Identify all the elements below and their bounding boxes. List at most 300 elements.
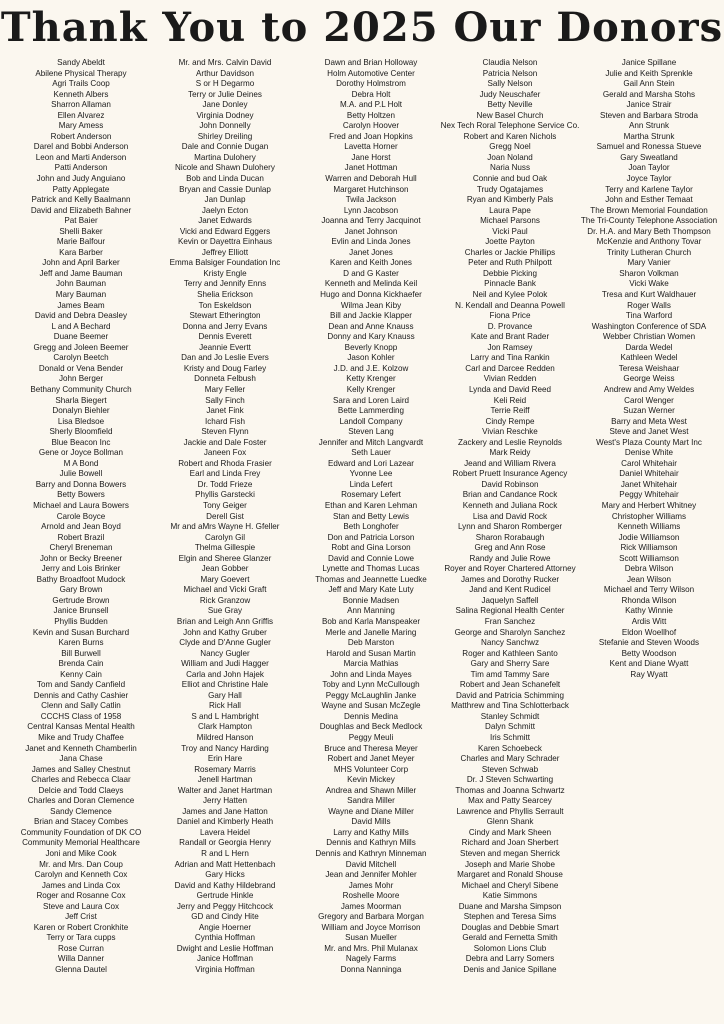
donor-name: Jan Dunlap	[204, 195, 246, 205]
donor-column-1	[8, 58, 154, 976]
donor-name: Brian and Candance Rock	[462, 490, 558, 500]
donor-name: David and Kathy Hildebrand	[174, 880, 276, 890]
donor-name: Derell Gist	[206, 511, 244, 521]
donor-name: Donny and Kary Knauss	[327, 332, 415, 342]
donor-name: Carolyn and Kenneth Cox	[34, 870, 128, 880]
donor-name: Jeand and William Rivera	[464, 458, 556, 468]
donor-name: Terry and Karlene Taylor	[605, 184, 693, 194]
donor-name: Kate and Brant Rader	[470, 332, 550, 342]
donor-name: Virginia Hoffman	[195, 965, 255, 975]
donor-name: Dr. H.A. and Mary Beth Thompson	[587, 226, 711, 236]
donor-name: West's Plaza County Mart Inc	[596, 437, 702, 447]
donor-name: Royer and Royer Chartered Attorney	[444, 564, 576, 574]
donor-name: Stefanie and Steven Woods	[598, 638, 700, 648]
donor-name: John and April Barker	[42, 258, 120, 268]
donor-name: Mike and Trudy Chaffee	[38, 733, 124, 742]
donor-name: Denis and Janice Spillane	[463, 965, 557, 975]
donor-name: Mildred Hanson	[196, 733, 254, 742]
donor-name: Keli Reid	[493, 395, 527, 405]
donor-name: Brenda Cain	[58, 659, 104, 669]
donor-name: Betty Woodson	[621, 648, 677, 658]
donor-name: Dennis and Cathy Cashier	[33, 690, 129, 700]
donor-name: Kristy and Doug Farley	[183, 363, 267, 373]
donor-name: Arnold and Jean Boyd	[41, 522, 121, 532]
donor-name: Nicole and Shawn Dulohery	[175, 163, 275, 173]
donor-name: Randall or Georgia Henry	[179, 838, 271, 848]
donor-column-4	[437, 58, 583, 976]
donor-name: Donald or Vena Bender	[38, 363, 124, 373]
donor-name: Daniel and Kimberly Heath	[176, 817, 274, 827]
donor-name: Community Foundation of DK CO	[20, 827, 142, 837]
donor-name: Sherly Bloomfield	[49, 427, 113, 437]
donor-name: Thomas and Jeannette Luedke	[315, 574, 427, 584]
donor-name: Patrick and Kelly Baalmann	[31, 195, 131, 205]
donor-name: Washington Conference of SDA	[591, 321, 707, 331]
donor-name: Bill Burwell	[61, 648, 101, 658]
donor-name: Jeff and Mary Kate Luty	[328, 585, 414, 595]
donor-name: R and L Hern	[201, 849, 249, 859]
donor-name: Janeen Fox	[203, 448, 247, 458]
donor-name: James and Salley Chestnut	[31, 764, 131, 774]
donor-name: Gertrude Hinkle	[196, 891, 254, 901]
donor-name: Seth Lauer	[351, 448, 391, 458]
donor-name: Jand and Kent Rudicel	[469, 585, 551, 595]
donor-name: Donalyn Biehler	[52, 406, 110, 416]
donor-name: Elliot and Christine Hale	[181, 680, 269, 690]
donor-name: Virginia Dodney	[196, 110, 254, 120]
donor-name: Yvonne Lee	[349, 469, 393, 479]
donor-name: George Weiss	[623, 374, 675, 384]
donor-name: Community Memorial Healthcare	[22, 838, 140, 848]
donor-name: Janice Strair	[626, 100, 672, 110]
donor-name: Judy Neuschafer	[479, 89, 541, 99]
donor-name: Twila Jackson	[345, 195, 397, 205]
donor-name: Merle and Janelle Maring	[325, 627, 417, 637]
donor-name: Gene or Joyce Bollman	[38, 448, 124, 458]
donor-name: Suzan Werner	[623, 406, 675, 416]
donor-name: Bruce and Theresa Meyer	[324, 743, 418, 753]
donor-name: Glenn Shank	[486, 817, 534, 827]
donor-name: John Berger	[58, 374, 104, 384]
donor-name: Lynette and Thomas Lucas	[322, 564, 420, 574]
donor-name: Donneta Felbush	[194, 374, 256, 384]
donor-name: James Moorman	[340, 901, 402, 911]
donor-name: Janet Whitehair	[620, 479, 678, 489]
donor-name: Zackery and Leslie Reynolds	[458, 437, 562, 447]
donor-name: Ethan and Karen Lehman	[324, 500, 418, 510]
donor-name: Betty Neville	[487, 100, 533, 110]
donor-name: Bryan and Cassie Dunlap	[179, 184, 271, 194]
donor-name: Abilene Physical Therapy	[35, 68, 127, 78]
donor-name: Lynda and David Reed	[468, 384, 552, 394]
donor-name: Rose Curran	[58, 943, 104, 953]
donor-name: Samuel and Ronessa Stueve	[596, 142, 702, 152]
donor-name: Mary Vanier	[627, 258, 671, 268]
donor-name: Mary Bauman	[55, 290, 107, 300]
donor-name: Wayne and Diane Miller	[328, 806, 414, 816]
donor-name: Webber Christian Women	[602, 332, 696, 342]
donor-name: Janet Hottman	[344, 163, 398, 173]
donor-name: Stewart Etherington	[189, 311, 261, 321]
donor-name: Kenneth Albers	[53, 89, 109, 99]
donor-name: Donna Nanninga	[340, 965, 402, 975]
donor-name: Terry and Jennify Enns	[183, 279, 267, 289]
donor-name: Larry and Kathy Mills	[333, 827, 409, 837]
donor-name: Darel and Bobbi Anderson	[33, 142, 129, 152]
donor-name: Blue Beacon Inc	[51, 437, 111, 447]
donor-name: Jeffrey Elliott	[201, 247, 249, 257]
donor-name: Susan Mueller	[345, 933, 397, 943]
donor-name: Bathy Broadfoot Mudock	[36, 574, 126, 584]
donor-name: McKenzie and Anthony Tovar	[596, 237, 702, 247]
donor-name: Brian and Leigh Ann Griffis	[176, 616, 274, 626]
donor-name: Carolyn Gil	[204, 532, 246, 542]
donor-name: Debra Holt	[351, 89, 391, 99]
donor-name: Eldon Woellhof	[621, 627, 677, 637]
donor-name: Joseph and Marie Shobe	[465, 859, 555, 869]
donor-name: Jane Horst	[351, 152, 391, 162]
donor-name: Andrew and Amy Weldes	[603, 384, 695, 394]
donor-name: John Donnelly	[199, 121, 251, 131]
donor-name: Robert and Jean Schanefelt	[459, 680, 561, 690]
donor-name: Clenn and Sally Catlin	[41, 701, 121, 711]
donor-name: Jenell Hartman	[197, 775, 253, 785]
donor-name: John Bauman	[56, 279, 106, 289]
donor-name: Sara and Loren Laird	[332, 395, 410, 405]
donor-name: Lynn Jacobson	[343, 205, 399, 215]
donor-name: James and Jane Hatton	[182, 806, 268, 816]
donor-name: William and Judi Hagger	[181, 659, 269, 669]
donor-name: Mary Goevert	[200, 574, 250, 584]
donor-name: Kenneth Williams	[617, 522, 681, 532]
donor-name: Delcie and Todd Claeys	[38, 785, 124, 795]
donor-name: Teresa Weishaar	[618, 363, 680, 373]
donor-name: Dalyn Schmitt	[485, 722, 535, 732]
donor-name: Tim amd Tammy Sare	[470, 669, 550, 679]
donor-name: Kevin and Susan Burchard	[32, 627, 130, 637]
donor-name: Walter and Janet Hartman	[177, 785, 273, 795]
donor-name: Shelia Erickson	[197, 290, 253, 300]
donor-name: Elgin and Sheree Glanzer	[178, 553, 272, 563]
donor-name: Matthrew and Tina Schlotterback	[451, 701, 569, 711]
donor-name: Jean Wilson	[626, 574, 672, 584]
donor-name: Erin Hare	[207, 754, 243, 764]
donor-name: Janet Edwards	[198, 216, 252, 226]
donor-name: Terrie Reiff	[490, 406, 530, 416]
donor-name: James and Linda Cox	[41, 880, 121, 890]
donor-name: Wilma Jean Kiby	[340, 300, 402, 310]
donor-name: Steven Lang	[348, 427, 394, 437]
donor-name: Phyllis Budden	[54, 616, 108, 626]
donor-name: Nex Tech Roral Telephone Service Co.	[440, 121, 580, 131]
donor-name: Gary Hall	[208, 690, 242, 700]
donor-name: Charles and Doran Clemence	[27, 796, 135, 806]
donor-name: Jaelyn Ecton	[201, 205, 249, 215]
donor-name: Sandy Clemence	[50, 806, 112, 816]
donor-name: Vivian Redden	[483, 374, 537, 384]
donor-name: Dean and Anne Knauss	[328, 321, 414, 331]
donor-name: Sharla Biegert	[55, 395, 107, 405]
donor-name: Janet Johnson	[344, 226, 398, 236]
donor-name: Kathleen Wedel	[620, 353, 678, 363]
donor-name: Beverly Knopp	[344, 342, 398, 352]
donor-name: Karen Burns	[58, 638, 104, 648]
donor-name: Dan and Jo Leslie Evers	[181, 353, 269, 363]
donor-name: Betty Bowers	[57, 490, 105, 500]
donor-name: Laura Pape	[489, 205, 531, 215]
donor-name: Robert and Rhoda Frasier	[178, 458, 272, 468]
donor-name: Gregory and Barbara Morgan	[318, 912, 424, 922]
donor-name: Stephen and Teresa Sims	[463, 912, 557, 922]
donor-name: Jane Donley	[202, 100, 248, 110]
donor-name: Ellen Alvarez	[57, 110, 105, 120]
donor-name: John and Esther Temaat	[605, 195, 693, 205]
donor-name: N. Kendall and Deanna Powell	[455, 300, 565, 310]
donor-name: Jeff and Jame Bauman	[39, 268, 123, 278]
donor-name: Roger and Rosanne Cox	[36, 891, 126, 901]
donor-name: Janet Jones	[349, 247, 393, 257]
donor-name: Ton Eskeldson	[198, 300, 252, 310]
donor-name: Debra and Larry Somers	[465, 954, 555, 964]
donor-name: Marie Balfour	[56, 237, 106, 247]
donor-name: Carolyn Hoover	[342, 121, 400, 131]
donor-name: Rosemary Lefert	[341, 490, 401, 500]
donor-name: Kelly Krenger	[346, 384, 396, 394]
donor-name: Nancy Sanchwz	[480, 638, 540, 648]
donor-name: Ketty Krenger	[346, 374, 396, 384]
donor-name: Roger and Kathleen Santo	[462, 648, 558, 658]
donor-name: Barry and Donna Bowers	[35, 479, 127, 489]
donor-name: Debbie Picking	[483, 268, 537, 278]
donor-name: Don and Patricia Lorson	[327, 532, 415, 542]
donor-name: Arthur Davidson	[195, 68, 255, 78]
donor-name: Robert and Janet Meyer	[327, 754, 415, 764]
donor-name: Gerald and Marsha Stohs	[602, 89, 696, 99]
donor-name: Vivian Reschke	[482, 427, 538, 437]
donor-name: Michael Parsons	[480, 216, 540, 226]
donor-name: Steven and Barbara Stroda	[599, 110, 699, 120]
donor-name: Margaret and Ronald Shouse	[457, 870, 563, 880]
donor-name: Dwight and Leslie Hoffman	[176, 943, 274, 953]
donor-name: Salina Regional Health Center	[455, 606, 565, 616]
donor-name: Michael and Vicki Graft	[183, 585, 267, 595]
donor-columns	[0, 58, 724, 1020]
donor-name: David and Patricia Schimming	[456, 690, 564, 700]
donor-name: Martina Dulohery	[194, 152, 256, 162]
donor-name: James and Dorothy Rucker	[460, 574, 560, 584]
donor-name: Jaquelyn Saffell	[481, 595, 539, 605]
donor-name: Bethany Community Church	[30, 384, 132, 394]
donor-name: Robt and Gina Lorson	[331, 543, 411, 553]
donor-name: Bob and Karla Manspeaker	[321, 616, 421, 626]
donor-name: Carla and John Hajek	[186, 669, 264, 679]
donor-name: Sharon Volkman	[619, 268, 679, 278]
donor-name: Cindy and Mark Sheen	[468, 827, 552, 837]
donor-name: Thelma Gillespie	[194, 543, 256, 553]
donor-name: Kathy Winnie	[625, 606, 673, 616]
donor-name: Larry and Tina Rankin	[470, 353, 550, 363]
donor-name: Charles or Jackie Phillips	[464, 247, 556, 257]
donor-name: Charles and Rebecca Claar	[31, 775, 131, 785]
donor-name: Ann Manning	[347, 606, 395, 616]
donor-name: Barry and Meta West	[611, 416, 687, 426]
donor-name: Connie and bud Oak	[472, 174, 548, 184]
donor-name: Steven Schwab	[481, 764, 539, 774]
donor-name: Troy and Nancy Harding	[181, 743, 269, 753]
donor-name: J.D. and J.E. Kolzow	[333, 363, 409, 373]
donor-name: D. Provance	[487, 321, 533, 331]
donor-name: Karen Schoebeck	[478, 743, 542, 753]
donor-name: Joanna and Terry Jacquinot	[321, 216, 421, 226]
donor-name: Max and Patty Searcey	[468, 796, 552, 806]
donor-name: Bill and Jackie Klapper	[330, 311, 412, 321]
donor-name: M A Bond	[63, 458, 99, 468]
donor-name: John and Linda Mayes	[330, 669, 412, 679]
donor-name: Bonnie Madsen	[342, 595, 400, 605]
donor-name: George and Sharolyn Sanchez	[454, 627, 566, 637]
donor-name: Duane Beemer	[53, 332, 109, 342]
donor-name: Leon and Marti Anderson	[35, 152, 127, 162]
donor-name: L and A Bechard	[51, 321, 111, 331]
donor-name: Peggy Whitehair	[619, 490, 679, 500]
donor-name: Gertrude Brown	[52, 595, 110, 605]
donor-name: Gary Hicks	[205, 870, 245, 880]
donor-name: Mr and aMrs Wayne H. Gfeller	[170, 522, 280, 532]
donor-name: Kara Barber	[59, 247, 103, 257]
donor-name: Ardis Witt	[631, 616, 667, 626]
donor-name: Jerry and Peggy Hitchcock	[176, 901, 274, 911]
donor-name: Hugo and Donna Kickhaefer	[320, 290, 422, 300]
donor-name: Sue Gray	[207, 606, 243, 616]
donor-name: Carl and Darcee Redden	[465, 363, 555, 373]
donor-name: David Robinson	[481, 479, 539, 489]
donor-name: Kevin or Dayettra Einhaus	[177, 237, 273, 247]
donor-name: Michael and Laura Bowers	[33, 500, 129, 510]
donor-name: Kenneth and Melinda Keil	[324, 279, 418, 289]
donor-name: Emma Balsiger Foundation Inc	[169, 258, 281, 268]
donor-name: Shirley Dreiling	[197, 131, 253, 141]
donor-name: Trudy Ogatajames	[476, 184, 544, 194]
donor-name: Lavetta Horner	[344, 142, 398, 152]
donor-name: Janice Brunsell	[53, 606, 109, 616]
donor-name: Dale and Connie Dugan	[181, 142, 269, 152]
donor-name: Carole Boyce	[56, 511, 106, 521]
donor-name: Jerry and Lois Brinker	[41, 564, 121, 574]
donor-name: Earl and Linda Frey	[189, 469, 261, 479]
donor-name: Ray Wyatt	[630, 669, 668, 679]
donor-name: Kent and Diane Wyatt	[609, 659, 689, 669]
donor-column-3	[298, 58, 444, 976]
donor-name: Steven Flynn	[201, 427, 249, 437]
donor-name: Rick Granzow	[199, 595, 251, 605]
donor-name: Katie Simmons	[482, 891, 538, 901]
donor-name: Brian and Stacey Combes	[33, 817, 129, 827]
donor-name: Solomon Lions Club	[473, 943, 547, 953]
donor-name: Robert and Karen Nichols	[463, 131, 557, 141]
donor-name: Dr. J Steven Schwarting	[466, 775, 554, 785]
donor-name: Richard and Joan Sherbert	[461, 838, 559, 848]
donor-name: Julie Bowell	[59, 469, 103, 479]
donor-name: Charles and Mary Schrader	[460, 754, 560, 764]
donor-name: Bob and Linda Ducan	[186, 174, 264, 184]
donor-name: Bette Lammerding	[337, 406, 405, 416]
donor-name: Patti Anderson	[54, 163, 108, 173]
donor-name: Mary and Herbert Whitney	[601, 500, 697, 510]
donor-name: Dawn and Brian Holloway	[324, 58, 418, 67]
donor-name: Gail Ann Stein	[623, 79, 675, 89]
donor-name: Beth Longhofer	[343, 522, 399, 532]
donor-name: Dennis Medina	[344, 711, 398, 721]
donor-name: Tresa and Kurt Waldhauer	[601, 290, 697, 300]
donor-name: Robert Anderson	[50, 131, 112, 141]
donor-name: Sharon Rorabaugh	[475, 532, 545, 542]
donor-name: Naria Nuss	[489, 163, 531, 173]
page-title: Thank You to 2025 Our Donors	[0, 4, 724, 51]
donor-name: Gregg Noel	[489, 142, 531, 152]
donor-name: Karen or Robert Cronkhite	[33, 922, 129, 932]
donor-name: James Beam	[57, 300, 105, 310]
donor-name: Dennis Everett	[198, 332, 252, 342]
donor-name: Dorothy Holmstrom	[336, 79, 406, 89]
donor-name: Gary Sweatland	[620, 152, 678, 162]
donor-name: Janet and Kenneth Chamberlin	[25, 743, 137, 753]
donor-name: Jennifer and Mitch Langvardt	[318, 437, 424, 447]
donor-name: Nagely Farms	[345, 954, 397, 964]
donor-name: Stanley Schmidt	[480, 711, 540, 721]
donor-name: Linda Lefert	[349, 479, 393, 489]
donor-name: Steve and Laura Cox	[42, 901, 120, 911]
donor-name: Denise White	[624, 448, 674, 458]
donor-name: Dennis and Kathryn Minneman	[315, 849, 427, 859]
donor-name: Mary Amess	[58, 121, 104, 131]
donor-name: Warren and Deborah Hull	[325, 174, 417, 184]
donor-name: Fiona Price	[489, 311, 531, 321]
donor-name: Carolyn Beetch	[53, 353, 109, 363]
donor-name: Tony Geiger	[203, 500, 247, 510]
donor-name: Karen and Keith Jones	[330, 258, 412, 268]
donor-name: John and Judy Anguiano	[36, 174, 126, 184]
donor-name: William and Joyce Morrison	[321, 922, 421, 932]
donor-name: Steven and megan Sherrick	[460, 849, 560, 859]
donor-name: Sharron Allaman	[51, 100, 111, 110]
donor-name: Debra Wilson	[624, 564, 674, 574]
donor-name: Mr. and Mrs. Calvin David	[178, 58, 272, 67]
donor-name: Peter and Ruth Philpott	[468, 258, 552, 268]
donor-name: David Mills	[351, 817, 391, 827]
donor-name: Joni and Mike Cook	[45, 849, 117, 859]
donor-name: Cynthia Hoffman	[194, 933, 256, 943]
donor-name: Terry or Julie Deines	[188, 89, 262, 99]
donor-name: Iris Schmitt	[489, 733, 531, 742]
donor-name: Glenna Dautel	[55, 965, 107, 975]
donor-column-2	[152, 58, 298, 976]
donor-name: Janet Fink	[206, 406, 244, 416]
donor-name: Jodie Williamson	[618, 532, 680, 542]
donor-name: Robert Brazil	[57, 532, 105, 542]
donor-name: Clyde and D'Anne Gugler	[179, 638, 271, 648]
donor-name: Edward and Lori Lazear	[328, 458, 414, 468]
donor-name: Mary Feller	[204, 384, 246, 394]
donor-name: Fred and Joan Hopkins	[329, 131, 413, 141]
donor-name: Jeannie Evertt	[199, 342, 251, 352]
donor-name: Ann Strunk	[628, 121, 670, 131]
donor-name: Greg and Ann Rose	[474, 543, 546, 553]
donor-name: John and Kathy Gruber	[183, 627, 267, 637]
donor-name: Kenneth and Juliana Rock	[462, 500, 558, 510]
donor-name: David and Connie Lowe	[328, 553, 414, 563]
donor-name: Joan Taylor	[628, 163, 670, 173]
donor-name: Mr. and Mrs. Phil Mulanax	[324, 943, 418, 953]
